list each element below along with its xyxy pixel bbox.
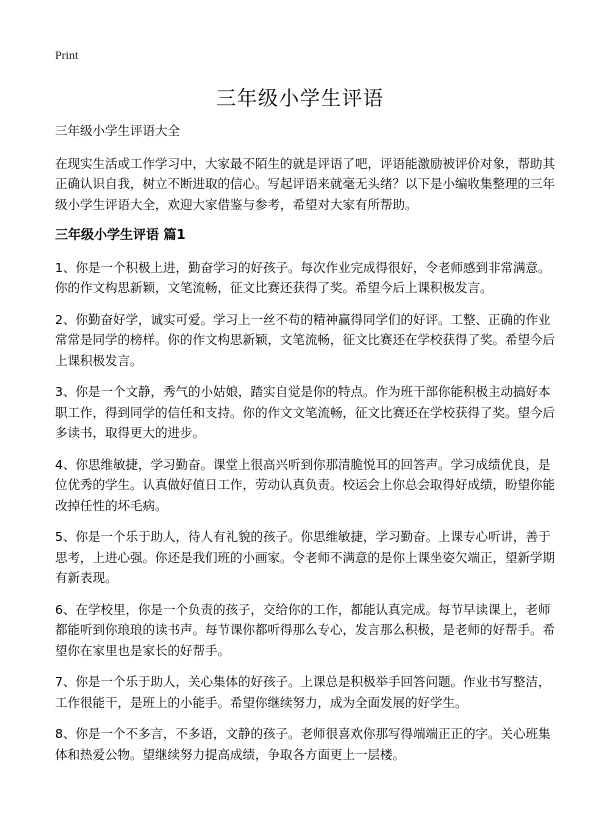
print-link[interactable]: Print: [55, 48, 79, 62]
intro-paragraph: 在现实生活或工作学习中，大家最不陌生的就是评语了吧，评语能激励被评价对象，帮助其正确认识自我，树立不断进取的信心。写起评语来就毫无头绪？以下是小编收集整理的三年级小学生评语大全，欢迎大家借鉴与参考，希望对大家有所帮助。: [55, 155, 556, 212]
comment-paragraph: 3、你是一个文静，秀气的小姑娘，踏实自觉是你的特点。作为班干部你能积极主动搞好本职工作，得到同学的信任和支持。你的作文文笔流畅，征文比赛还在学校获得了奖。望今后多读书，取得更大的进步。: [55, 384, 556, 440]
comment-paragraph: 4、你思维敏捷，学习勤奋。课堂上很高兴听到你那清脆悦耳的回答声。学习成绩优良，是位优秀的学生。认真做好值日工作，劳动认真负责。校运会上你总会取得好成绩，盼望你能改掉任性的坏毛病。: [55, 456, 556, 513]
article-subtitle: 三年级小学生评语大全: [55, 123, 181, 138]
comment-paragraph: 6、在学校里，你是一个负责的孩子，交给你的工作，都能认真完成。每节早读课上，老师都能听到你琅琅的读书声。每节课你都听得那么专心，发言那么积极，是老师的好帮手。希望你在家里也是家长的好帮手。: [55, 601, 556, 658]
comment-paragraph: 8、你是一个不多言，不多语，文静的孩子。老师很喜欢你那写得端端正正的字。关心班集体和热爱公物。望继续努力提高成绩，争取各方面更上一层楼。: [55, 726, 551, 762]
comment-paragraph: 5、你是一个乐于助人，待人有礼貌的孩子。你思维敏捷，学习勤奋。上课专心听讲，善于思考，上进心强。你还是我们班的小画家。令老师不满意的是你上课坐姿欠端正，望新学期有新表现。: [55, 529, 556, 585]
comment-paragraph: 7、你是一个乐于助人，关心集体的好孩子。上课总是积极举手回答问题。作业书写整洁，工作很能干，是班上的小能手。希望你继续努力，成为全面发展的好学生。: [55, 674, 551, 710]
page-title: 三年级小学生评语: [216, 86, 384, 110]
article-body: [55, 121, 555, 776]
comment-paragraph: 2、你勤奋好学，诚实可爱。学习上一丝不苟的精神赢得同学们的好评。工整、正确的作业常常是同学的榜样。你的作文构思新颖，文笔流畅，征文比赛还在学校获得了奖。希望今后上课积极发言。: [55, 311, 556, 368]
comment-paragraph: 1、你是一个积极上进，勤奋学习的好孩子。每次作业完成得很好，令老师感到非常满意。你的作文构思新颖，文笔流畅，征文比赛还获得了奖。希望今后上课积极发言。: [55, 259, 551, 295]
section-heading: 三年级小学生评语 篇1: [55, 228, 186, 243]
